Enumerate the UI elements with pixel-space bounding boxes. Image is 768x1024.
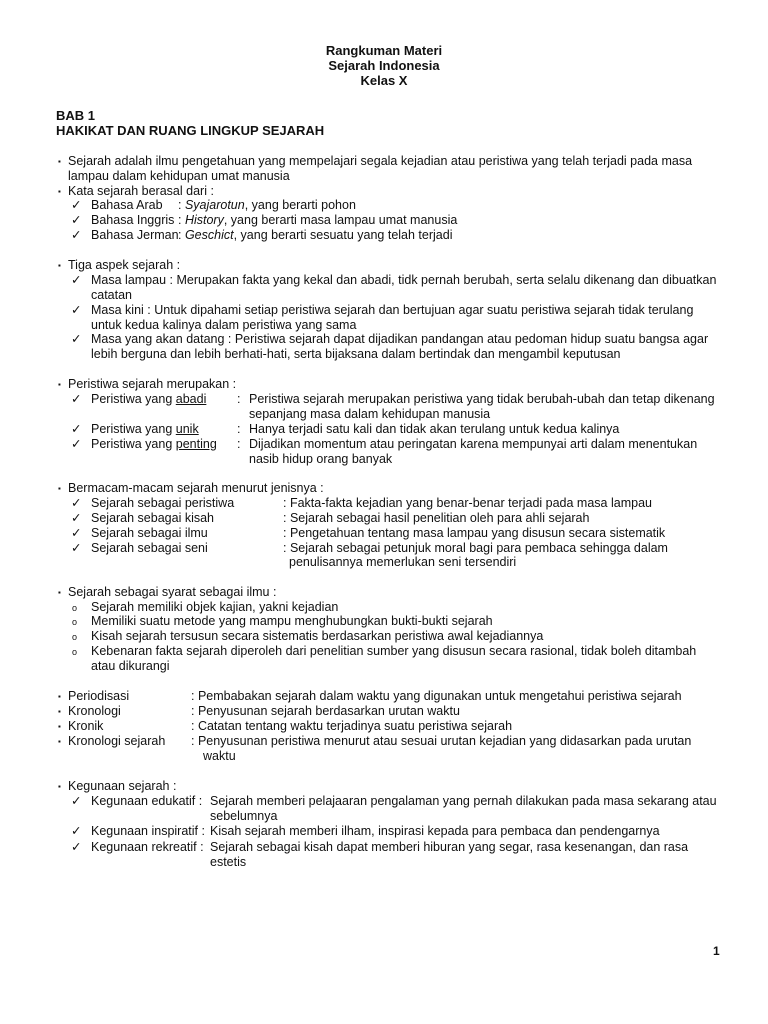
aspect-future: Masa yang akan datang : Peristiwa sejarah dapat dijadikan pandangan atau pedoman hidup suatu bangsa agar [91, 332, 709, 346]
check-icon: ✓ [71, 303, 82, 317]
event-desc: Peristiwa sejarah merupakan peristiwa yang tidak berubah-ubah dan tetap dikenang [249, 392, 715, 406]
check-icon: ✓ [71, 794, 82, 808]
science-item-cont: atau dikurangi [91, 659, 170, 673]
use-desc: Sejarah sebagai kisah dapat memberi hiburan yang segar, rasa kesenangan, dan rasa [210, 840, 689, 854]
bullet-icon: ▪ [58, 737, 61, 746]
event-label: Peristiwa yang penting [91, 437, 217, 451]
type-label: Sejarah sebagai kisah [91, 511, 214, 525]
bullet-icon: ▪ [58, 380, 61, 389]
term-desc-cont: waktu [203, 749, 236, 763]
event-desc-cont: nasib hidup orang banyak [249, 452, 393, 466]
doc-title-1: Rangkuman Materi [325, 43, 443, 58]
circle-bullet-icon: o [72, 603, 78, 613]
origin-meaning: : History, yang berarti masa lampau umat manusia [178, 213, 458, 227]
term: Kronik [68, 719, 104, 733]
check-icon: ✓ [71, 213, 82, 227]
doc-title-2: Sejarah Indonesia [328, 58, 440, 73]
check-icon: ✓ [71, 541, 82, 555]
circle-bullet-icon: o [72, 617, 78, 627]
bullet-icon: ▪ [58, 722, 61, 731]
use-desc-cont: sebelumnya [210, 809, 278, 823]
origin-lang: Bahasa Inggris [91, 213, 175, 227]
science-item: Memiliki suatu metode yang mampu menghubungkan bukti-bukti sejarah [91, 614, 493, 628]
type-desc: : Sejarah sebagai hasil penelitian oleh para ahli sejarah [283, 511, 590, 525]
types-intro: Bermacam-macam sejarah menurut jenisnya : [68, 481, 324, 495]
circle-bullet-icon: o [72, 647, 78, 657]
colon: : [237, 437, 241, 451]
term-desc: : Pembabakan sejarah dalam waktu yang digunakan untuk mengetahui peristiwa sejarah [191, 689, 682, 703]
use-label: Kegunaan edukatif : [91, 794, 203, 808]
type-desc-cont: penulisannya memerlukan seni tersendiri [289, 555, 517, 569]
term-desc: : Penyusunan sejarah berdasarkan urutan waktu [191, 704, 460, 718]
event-intro: Peristiwa sejarah merupakan : [68, 377, 237, 391]
check-icon: ✓ [71, 526, 82, 540]
type-label: Sejarah sebagai peristiwa [91, 496, 235, 510]
event-desc: Hanya terjadi satu kali dan tidak akan terulang untuk kedua kalinya [249, 422, 620, 436]
event-desc-cont: sepanjang masa dalam kehidupan manusia [249, 407, 491, 421]
check-icon: ✓ [71, 332, 82, 346]
origin-intro: Kata sejarah berasal dari : [68, 184, 214, 198]
check-icon: ✓ [71, 511, 82, 525]
aspect-present: Masa kini : Untuk dipahami setiap peristiwa sejarah dan bertujuan agar suatu peristiwa sejarah tidak terulang [91, 303, 694, 317]
science-item: Kisah sejarah tersusun secara sistematis berdasarkan peristiwa awal kejadiannya [91, 629, 544, 643]
page-number: 1 [713, 944, 720, 958]
colon: : [237, 392, 241, 406]
term: Kronologi [68, 704, 121, 718]
type-desc: : Sejarah sebagai petunjuk moral bagi para pembaca sehingga dalam [283, 541, 668, 555]
check-icon: ✓ [71, 273, 82, 287]
check-icon: ✓ [71, 840, 82, 854]
type-desc: : Pengetahuan tentang masa lampau yang disusun secara sistematik [283, 526, 666, 540]
aspect-past: Masa lampau : Merupakan fakta yang kekal dan abadi, tidk pernah berubah, serta selalu dikenang dan dibuatkan [91, 273, 717, 287]
use-desc: Kisah sejarah memberi ilham, inspirasi kepada para pembaca dan pendengarnya [210, 824, 660, 838]
science-item: Sejarah memiliki objek kajian, yakni kejadian [91, 600, 339, 614]
bullet-icon: ▪ [58, 707, 61, 716]
bullet-icon: ▪ [58, 261, 61, 270]
use-label: Kegunaan rekreatif : [91, 840, 204, 854]
aspect-past-cont: catatan [91, 288, 133, 302]
term-desc: : Penyusunan peristiwa menurut atau sesuai urutan kejadian yang didasarkan pada urutan [191, 734, 692, 748]
type-label: Sejarah sebagai seni [91, 541, 208, 555]
bullet-icon: ▪ [58, 782, 61, 791]
check-icon: ✓ [71, 422, 82, 436]
check-icon: ✓ [71, 496, 82, 510]
origin-meaning: : Syajarotun, yang berarti pohon [178, 198, 356, 212]
check-icon: ✓ [71, 437, 82, 451]
science-intro: Sejarah sebagai syarat sebagai ilmu : [68, 585, 277, 599]
colon: : [237, 422, 241, 436]
check-icon: ✓ [71, 392, 82, 406]
bullet-icon: ▪ [58, 157, 61, 166]
definition-line-2: lampau dalam kehidupan umat manusia [68, 169, 290, 183]
origin-lang: Bahasa Arab [91, 198, 163, 212]
chapter-name: HAKIKAT DAN RUANG LINGKUP SEJARAH [56, 123, 325, 138]
definition-line-1: Sejarah adalah ilmu pengetahuan yang mempelajari segala kejadian atau peristiwa yang telah terjadi pada masa [68, 154, 693, 168]
bullet-icon: ▪ [58, 187, 61, 196]
uses-intro: Kegunaan sejarah : [68, 779, 177, 793]
term-desc: : Catatan tentang waktu terjadinya suatu peristiwa sejarah [191, 719, 513, 733]
event-label: Peristiwa yang abadi [91, 392, 207, 406]
type-label: Sejarah sebagai ilmu [91, 526, 208, 540]
type-desc: : Fakta-fakta kejadian yang benar-benar terjadi pada masa lampau [283, 496, 652, 510]
bullet-icon: ▪ [58, 588, 61, 597]
use-label: Kegunaan inspiratif : [91, 824, 205, 838]
aspect-present-cont: untuk kedua kalinya dalam peristiwa yang sama [91, 318, 357, 332]
bullet-icon: ▪ [58, 484, 61, 493]
check-icon: ✓ [71, 228, 82, 242]
check-icon: ✓ [71, 198, 82, 212]
term: Kronologi sejarah [68, 734, 166, 748]
event-label: Peristiwa yang unik [91, 422, 199, 436]
doc-title-3: Kelas X [360, 73, 408, 88]
aspects-intro: Tiga aspek sejarah : [68, 258, 181, 272]
science-item: Kebenaran fakta sejarah diperoleh dari penelitian sumber yang disusun secara rasional, tidak boleh ditambah [91, 644, 697, 658]
use-desc-cont: estetis [210, 855, 247, 869]
circle-bullet-icon: o [72, 632, 78, 642]
origin-meaning: : Geschict, yang berarti sesuatu yang telah terjadi [178, 228, 453, 242]
check-icon: ✓ [71, 824, 82, 838]
term: Periodisasi [68, 689, 130, 703]
event-desc: Dijadikan momentum atau peringatan karena mempunyai arti dalam menentukan [249, 437, 698, 451]
use-desc: Sejarah memberi pelajaaran pengalaman yang pernah dilakukan pada masa sekarang atau [210, 794, 717, 808]
bullet-icon: ▪ [58, 692, 61, 701]
chapter-number: BAB 1 [56, 108, 96, 123]
aspect-future-cont: lebih berguna dan lebih berhati-hati, serta bijaksana dalam bertindak dan mengambil keputusan [91, 347, 621, 361]
origin-lang: Bahasa Jerman [91, 228, 179, 242]
